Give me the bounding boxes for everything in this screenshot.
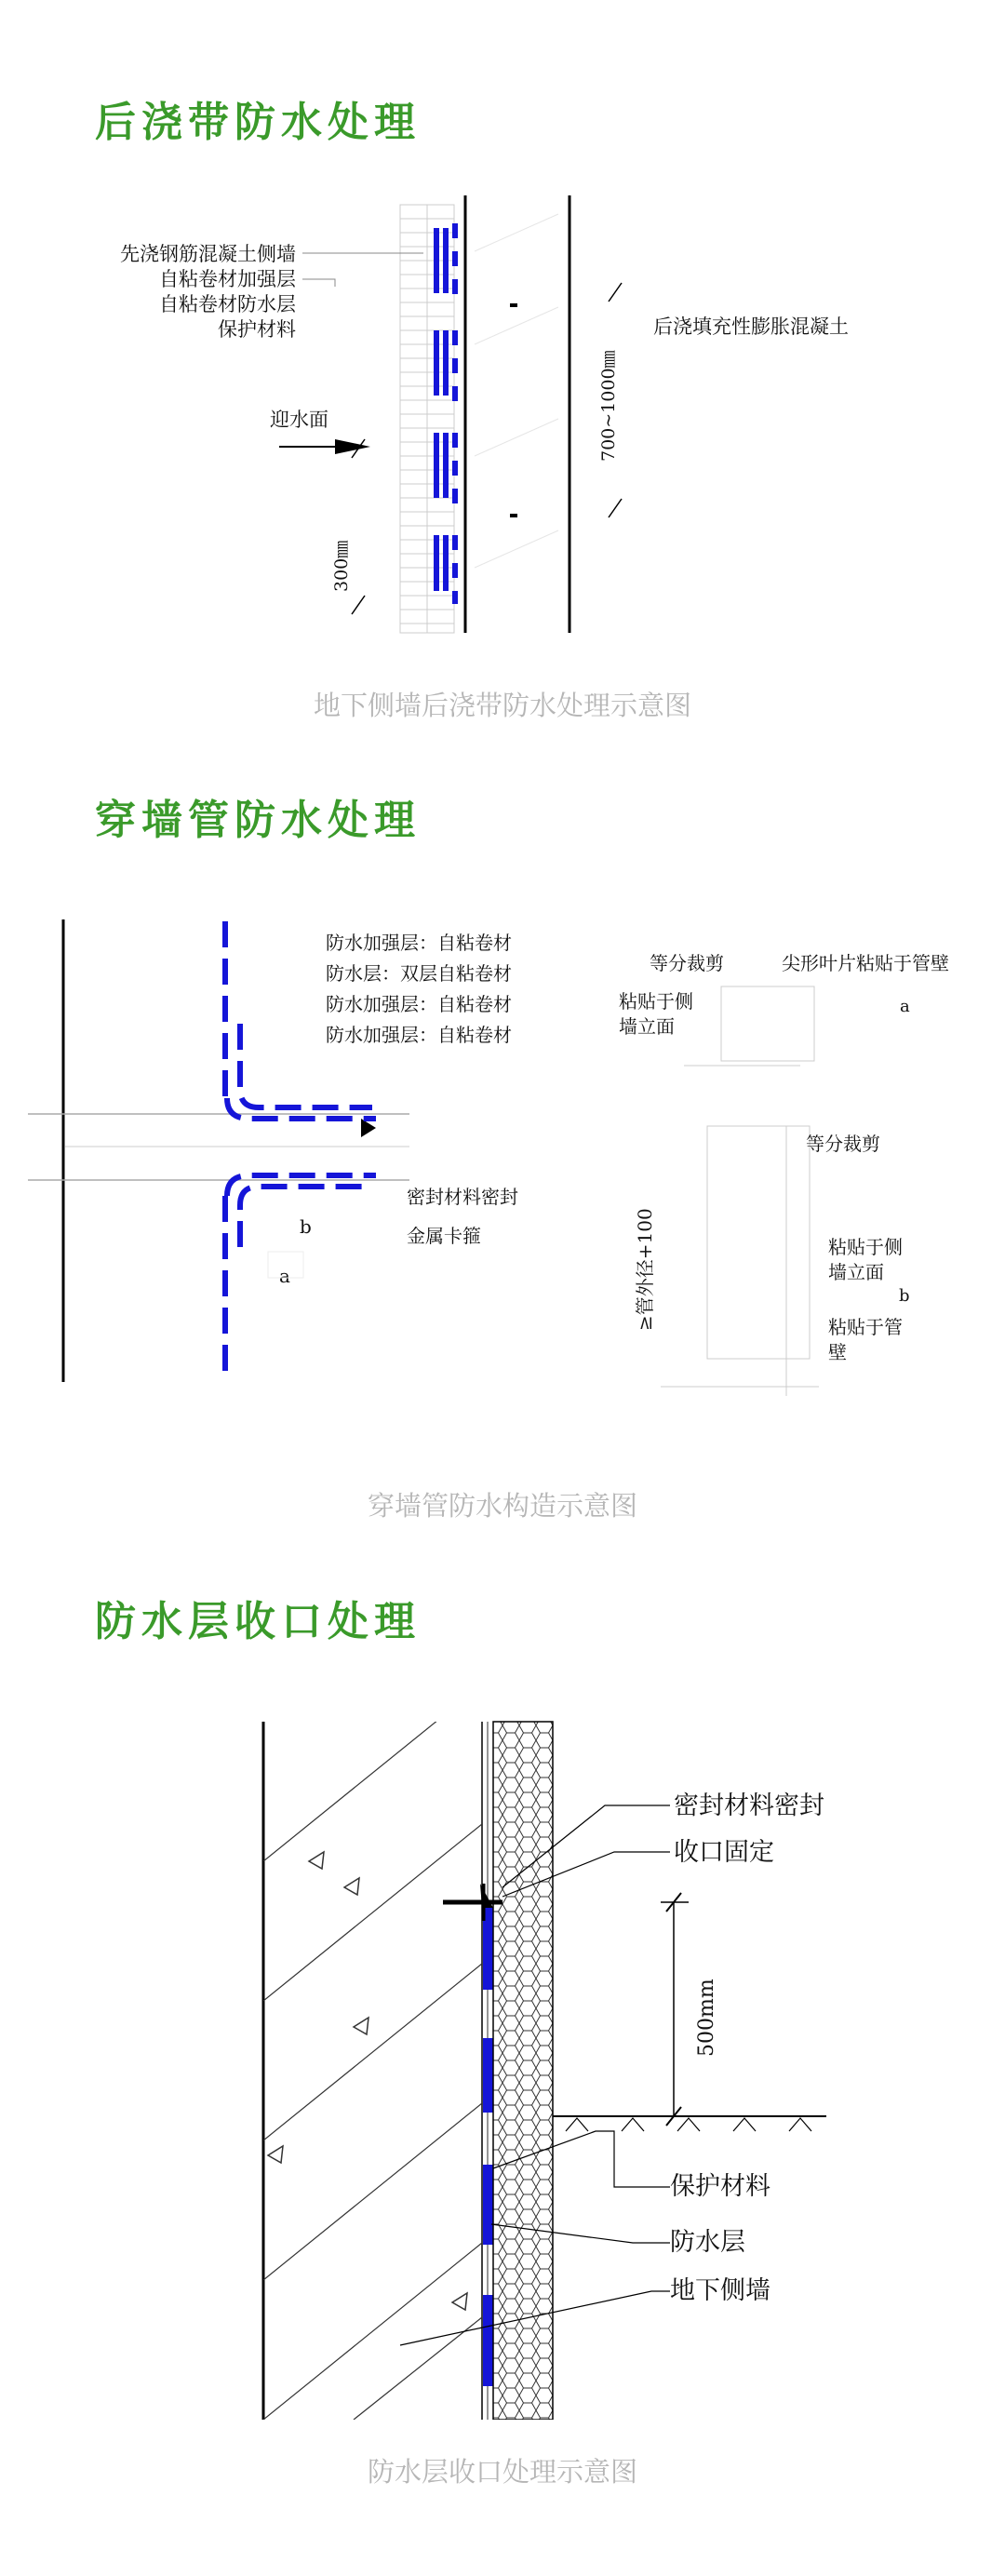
ground-hatch — [566, 2118, 811, 2131]
label-stick-pipe-1: 粘贴于管 — [828, 1316, 903, 1338]
label-equal-cut-top: 等分裁剪 — [650, 952, 724, 974]
section-title-wall-pipe: 穿墙管防水处理 — [95, 797, 421, 844]
label-underground-wall: 地下侧墙 — [670, 2276, 770, 2305]
label-protect-material: 保护材料 — [670, 2172, 770, 2201]
label-closure-fix: 收口固定 — [674, 1838, 774, 1867]
label-triangle: 尖形叶片粘贴于管壁 — [782, 952, 949, 974]
detail-outline — [661, 986, 819, 1396]
label-stick-side-wall-top-1: 粘贴于侧 — [619, 990, 693, 1013]
label-stick-side-wall-bot-2: 墙立面 — [828, 1261, 884, 1283]
pipe — [28, 1114, 409, 1180]
label-waterproof-layer: 防水层 — [670, 2228, 745, 2257]
caption-post-pour: 地下侧墙后浇带防水处理示意图 — [313, 690, 691, 721]
label-a-right: a — [900, 997, 910, 1016]
caption-wall-pipe: 穿墙管防水构造示意图 — [367, 1490, 637, 1522]
label-b-right: b — [899, 1286, 910, 1306]
label-dim-500: 500mm — [695, 1979, 718, 2057]
label-reinforce-2: 防水加强层：自粘卷材 — [326, 993, 512, 1015]
label-water-face: 迎水面 — [270, 409, 328, 431]
label-dim-300: 300㎜ — [331, 540, 352, 592]
label-stick-pipe-2: 壁 — [828, 1341, 847, 1363]
closure-diagram — [0, 1703, 1005, 2420]
section-title-post-pour: 后浇带防水处理 — [95, 99, 421, 146]
section-title-closure: 防水层收口处理 — [95, 1598, 421, 1645]
membrane-dashed — [225, 921, 376, 1382]
label-dim-range: 700~1000㎜ — [598, 350, 619, 462]
protection-board — [493, 1722, 553, 2420]
label-clamp: 金属卡箍 — [407, 1225, 481, 1247]
wall-pipe-diagram — [0, 912, 1005, 1433]
label-a-left: a — [279, 1265, 290, 1287]
label-stick-side-wall-bot-1: 粘贴于侧 — [828, 1236, 903, 1258]
label-equal-cut-mid: 等分裁剪 — [806, 1133, 880, 1155]
label-concrete-wall: 先浇钢筋混凝土侧墙 — [120, 243, 296, 265]
label-reinforce-3: 防水加强层：自粘卷材 — [326, 1024, 512, 1046]
post-pour-strip-diagram — [0, 177, 1005, 661]
label-reinforce-1: 防水加强层：自粘卷材 — [326, 932, 512, 954]
label-seal-closure: 密封材料密封 — [674, 1791, 824, 1820]
arrow-head-icon — [335, 439, 370, 454]
label-backfill: 后浇填充性膨胀混凝土 — [653, 315, 849, 338]
label-stick-side-wall-top-2: 墙立面 — [619, 1015, 675, 1038]
label-waterproof-double: 防水层：双层自粘卷材 — [326, 962, 512, 985]
label-seal: 密封材料密封 — [407, 1186, 518, 1208]
wall-hatch — [263, 1703, 482, 2420]
label-b-left: b — [300, 1215, 312, 1238]
aggregate-marks — [268, 1852, 467, 2310]
caption-closure: 防水层收口处理示意图 — [367, 2456, 637, 2488]
label-protect: 保护材料 — [218, 318, 296, 341]
label-waterproof-layer: 自粘卷材防水层 — [159, 293, 296, 315]
label-reinforce-layer: 自粘卷材加强层 — [159, 268, 296, 290]
label-dim-pipe: ≥管外径+100 — [634, 1208, 656, 1331]
